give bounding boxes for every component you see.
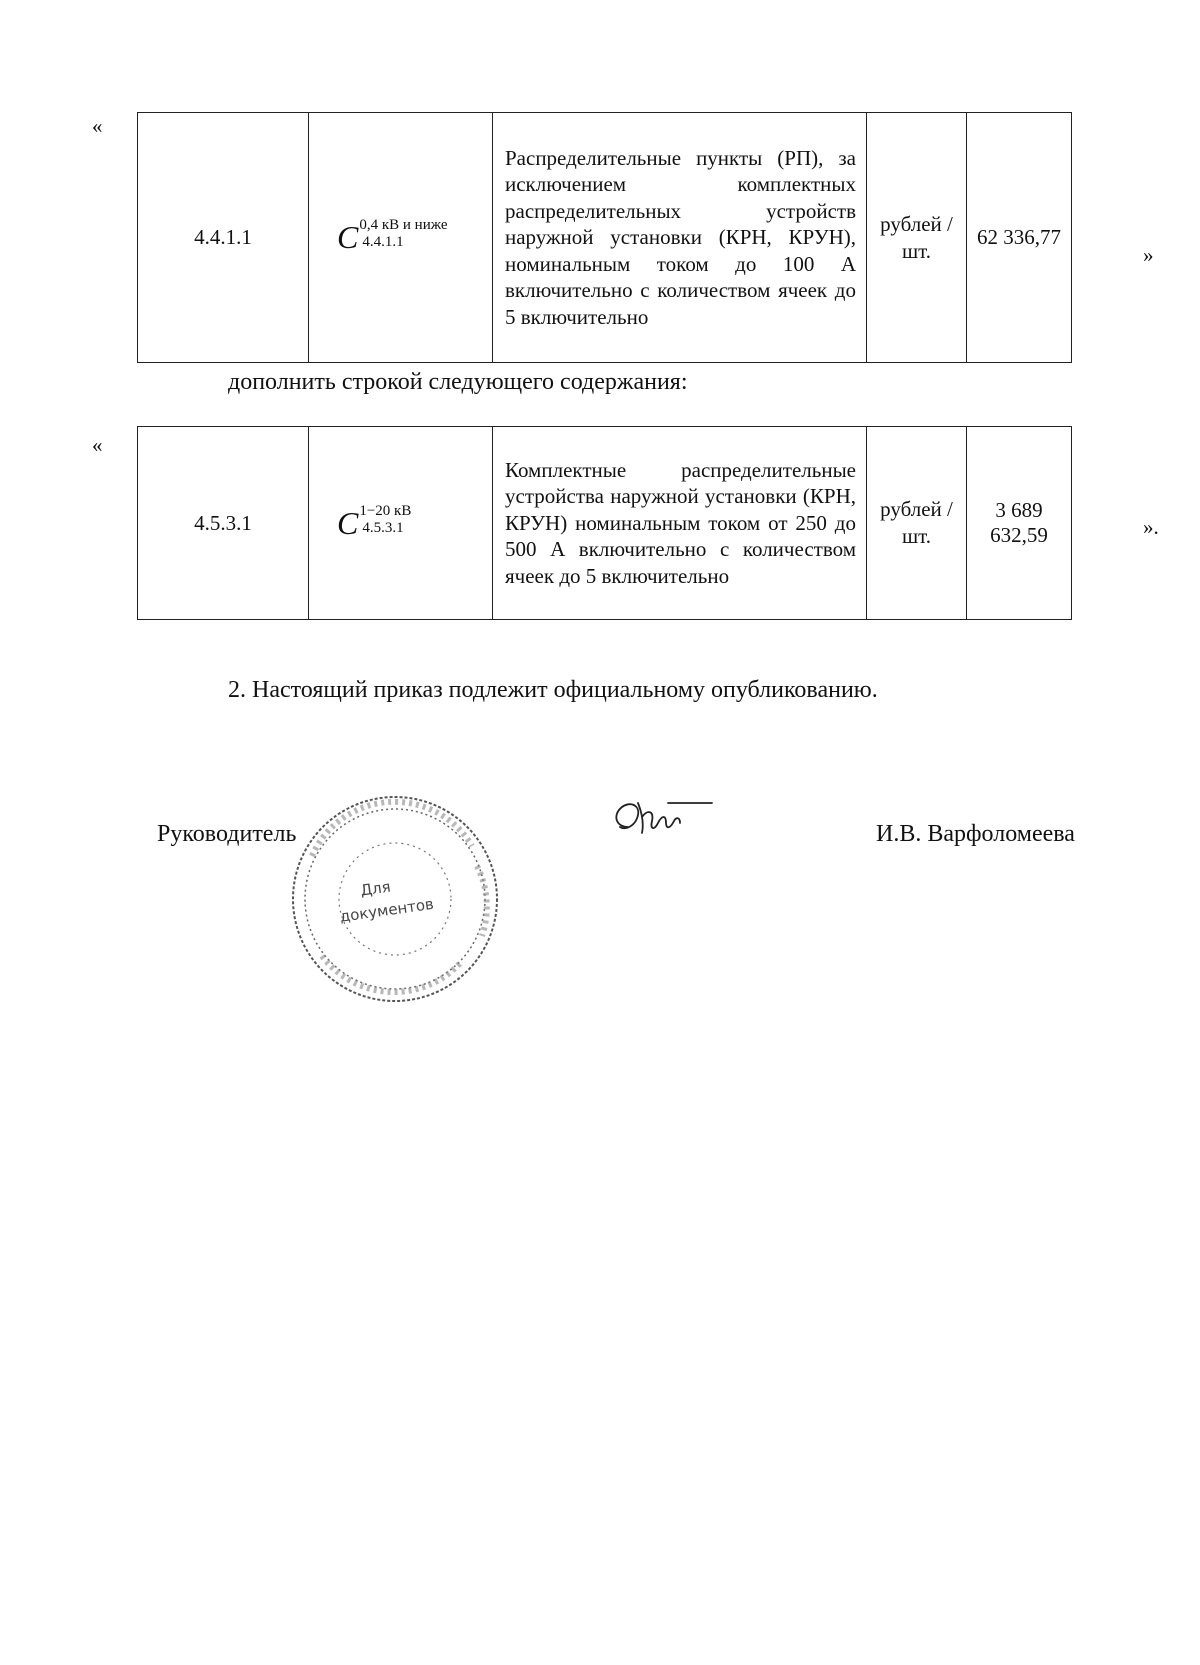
insert-instruction: дополнить строкой следующего содержания: (228, 369, 688, 395)
item-code: 4.5.3.1 (138, 427, 309, 620)
table-row (138, 427, 1072, 620)
stamp-seal-icon (282, 786, 508, 1012)
rate-symbol-cell (309, 113, 493, 363)
open-quote-2: « (92, 433, 103, 457)
item-description: Комплектные распределительные устройства наружной установки (КРН, КРУН) номинальным током от 250 до 500 А включительно с количеством ячеек до 5 включительно (493, 427, 867, 620)
svg-text:документов: документов (338, 894, 435, 926)
rate-symbol-superscript: 0,4 кВ и ниже (359, 217, 448, 233)
rate-symbol-subscript: 4.4.1.1 (362, 234, 404, 250)
open-quote-1: « (92, 114, 103, 138)
item-code: 4.4.1.1 (138, 113, 309, 363)
signer-position: Руководитель (157, 821, 297, 847)
item-value: 62 336,77 (967, 113, 1072, 363)
rate-symbol-base: C (337, 219, 359, 255)
table-row (138, 113, 1072, 363)
item-unit: рублей /шт. (867, 113, 967, 363)
paragraph-2: 2. Настоящий приказ подлежит официальному опубликованию. (228, 677, 878, 703)
svg-text:Для: Для (359, 877, 392, 900)
stamp-text (335, 872, 434, 926)
rate-symbol (337, 502, 412, 541)
item-unit: рублей /шт. (867, 427, 967, 620)
signature-icon (608, 797, 718, 847)
item-value: 3 689 632,59 (967, 427, 1072, 620)
item-description: Распределительные пункты (РП), за исключением комплектных распределительных устройств наружной установки (КРН, КРУН), номинальным током до 100 А включительно с количеством ячеек до 5 включительно (493, 113, 867, 363)
rate-symbol-base: C (337, 504, 359, 541)
rate-symbol (337, 217, 448, 255)
rate-symbol-cell (309, 427, 493, 620)
rate-symbol-subscript: 4.5.3.1 (362, 519, 404, 536)
close-quote-2: ». (1143, 515, 1159, 539)
rates-table-2 (137, 426, 1072, 620)
signer-name: И.В. Варфоломеева (876, 821, 1075, 847)
rates-table-1 (137, 112, 1072, 363)
rate-symbol-superscript: 1−20 кВ (359, 502, 412, 519)
close-quote-1: » (1143, 243, 1154, 267)
